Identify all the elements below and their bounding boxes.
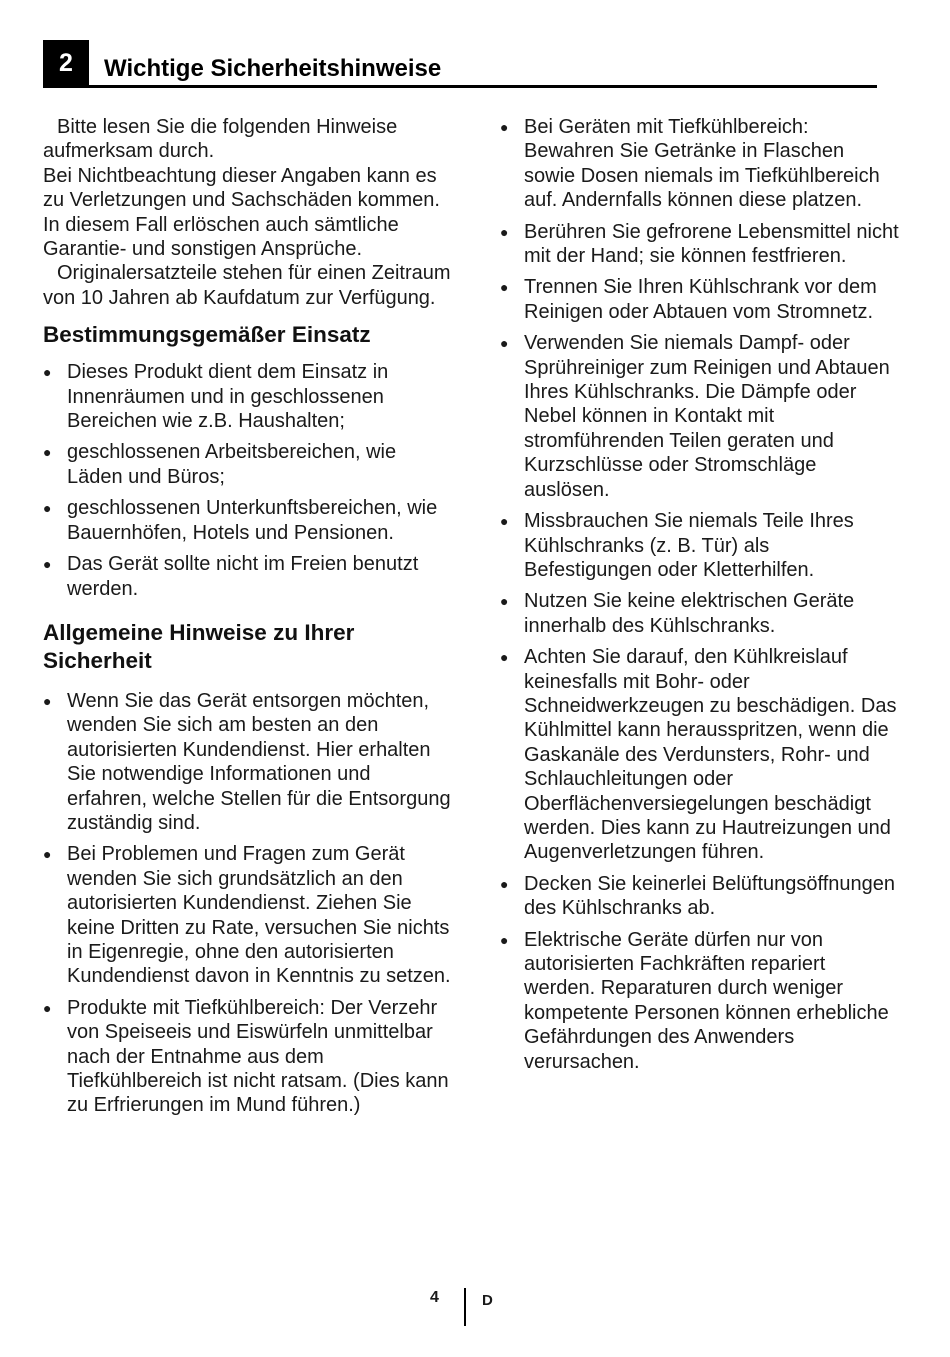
- list-item-text: geschlossenen Unterkunftsbereichen, wie Bauernhöfen, Hotels und Pensionen.: [67, 497, 438, 544]
- list-item: [500, 275, 900, 324]
- section-heading-general-safety: [43, 619, 453, 675]
- bullet-icon: ●: [43, 692, 52, 709]
- intro-paragraph: Bitte lesen Sie die folgenden Hinweise aufmerksam durch.: [43, 116, 398, 163]
- list-item: [43, 842, 453, 988]
- bullet-icon: ●: [500, 335, 509, 352]
- list-item-text: Bei Problemen und Fragen zum Gerät wenden Sie sich grundsätzlich an den autorisierten Kundendienst. Ziehen Sie keine Dritten zu Rate, versuchen Sie nichts in Eigenregie, ohne den autorisierten Kundendienst davon in Kenntnis zu setzen.: [67, 843, 451, 988]
- list-item-text: Produkte mit Tiefkühlbereich: Der Verzehr von Speiseeis und Eiswürfeln unmittelbar nach der Entnahme aus dem Tiefkühlbereich ist nicht ratsam. (Dies kann zu Erfrierungen im Mund führen.): [67, 996, 449, 1117]
- bullet-icon: ●: [500, 593, 509, 610]
- bullet-icon: ●: [500, 649, 509, 666]
- bullet-icon: ●: [500, 279, 509, 296]
- list-item: [500, 928, 900, 1074]
- chapter-header: [43, 40, 877, 90]
- list-item-text: Trennen Sie Ihren Kühlschrank vor dem Reinigen oder Abtauen vom Stromnetz.: [524, 276, 877, 323]
- bullet-icon: ●: [43, 444, 52, 461]
- intro-paragraph: Originalersatzteile stehen für einen Zeitraum von 10 Jahren ab Kaufdatum zur Verfügung.: [43, 262, 451, 309]
- general-safety-list: [43, 689, 453, 1118]
- list-item: [500, 115, 900, 213]
- bullet-icon: ●: [500, 223, 509, 240]
- list-item: [500, 645, 900, 865]
- heading-line: Sicherheit: [43, 647, 152, 673]
- bullet-icon: ●: [500, 875, 509, 892]
- intro-paragraph: In diesem Fall erlöschen auch sämtliche Garantie- und sonstigen Ansprüche.: [43, 213, 399, 261]
- header-rule: [89, 85, 877, 88]
- list-item: [43, 689, 453, 835]
- list-item: [500, 509, 900, 582]
- list-item: [500, 589, 900, 638]
- bullet-icon: ●: [43, 364, 52, 381]
- list-item-text: Dieses Produkt dient dem Einsatz in Innenräumen und in geschlossenen Bereichen wie z.B. Haushalten;: [67, 361, 389, 433]
- list-item: [500, 872, 900, 921]
- list-item-text: Elektrische Geräte dürfen nur von autorisierten Fachkräften repariert werden. Reparaturen durch weniger kompetente Personen können erhebliche Gefährdungen des Anwenders verursachen.: [524, 928, 889, 1073]
- list-item-text: geschlossenen Arbeitsbereichen, wie Läden und Büros;: [67, 441, 397, 488]
- list-item: [500, 220, 900, 269]
- intro-text: [43, 115, 453, 310]
- list-item: [43, 552, 453, 601]
- bullet-icon: ●: [500, 931, 509, 948]
- intended-use-list: [43, 360, 453, 601]
- list-item-text: Decken Sie keinerlei Belüftungsöffnungen des Kühlschranks ab.: [524, 872, 895, 920]
- footer-divider: [464, 1288, 466, 1326]
- language-code: D: [482, 1292, 493, 1309]
- list-item: [43, 996, 453, 1118]
- left-column: [43, 115, 453, 1118]
- list-item-text: Bei Geräten mit Tiefkühlbereich: Bewahren Sie Getränke in Flaschen sowie Dosen niemals im Tiefkühlbereich auf. Andernfalls können diese platzen.: [524, 116, 880, 212]
- list-item-text: Missbrauchen Sie niemals Teile Ihres Kühlschranks (z. B. Tür) als Befestigungen oder Kletterhilfen.: [524, 510, 854, 581]
- right-column: [500, 115, 900, 1074]
- intro-paragraph: Bei Nichtbeachtung dieser Angaben kann es zu Verletzungen und Sachschäden kommen.: [43, 164, 440, 212]
- heading-line: Allgemeine Hinweise zu Ihrer: [43, 619, 355, 645]
- list-item-text: Nutzen Sie keine elektrischen Geräte innerhalb des Kühlschranks.: [524, 590, 855, 637]
- bullet-icon: ●: [43, 500, 52, 517]
- list-item-text: Verwenden Sie niemals Dampf- oder Sprühreiniger zum Reinigen und Abtauen Ihres Kühlschranks. Die Dämpfe oder Nebel können in Kontakt mit stromführenden Teilen geraten und Kurzschlüsse oder Stromschläge auslösen.: [524, 332, 890, 501]
- list-item: [43, 360, 453, 433]
- bullet-icon: ●: [500, 513, 509, 530]
- list-item-text: Berühren Sie gefrorene Lebensmittel nicht mit der Hand; sie können festfrieren.: [524, 220, 899, 268]
- bullet-icon: ●: [43, 556, 52, 573]
- bullet-icon: ●: [500, 119, 509, 135]
- list-item-text: Wenn Sie das Gerät entsorgen möchten, wenden Sie sich am besten an den autorisierten Kundendienst. Hier erhalten Sie notwendige Informationen und erfahren, welche Stellen für die Entsorgung zuständig sind.: [67, 689, 451, 834]
- chapter-title: Wichtige Sicherheitshinweise: [104, 55, 442, 82]
- list-item-text: Das Gerät sollte nicht im Freien benutzt werden.: [67, 553, 419, 600]
- page-number: 4: [430, 1289, 439, 1306]
- list-item: [500, 331, 900, 502]
- section-heading-intended-use: Bestimmungsgemäßer Einsatz: [43, 322, 371, 348]
- list-item: [43, 440, 453, 489]
- list-item: [43, 496, 453, 545]
- safety-list-continued: [500, 115, 900, 1074]
- list-item-text: Achten Sie darauf, den Kühlkreislauf keinesfalls mit Bohr- oder Schneidwerkzeugen zu beschädigen. Das Kühlmittel kann herausspritzen, wenn die Gaskanäle des Verdunsters, Rohr- und Schlauchleitungen oder Oberflächenversiegelungen beschädigt werden. Dies kann zu Hautreizungen und Augenverletzungen führen.: [524, 646, 897, 864]
- bullet-icon: ●: [43, 846, 52, 863]
- bullet-icon: ●: [43, 999, 52, 1016]
- chapter-number: 2: [43, 40, 89, 88]
